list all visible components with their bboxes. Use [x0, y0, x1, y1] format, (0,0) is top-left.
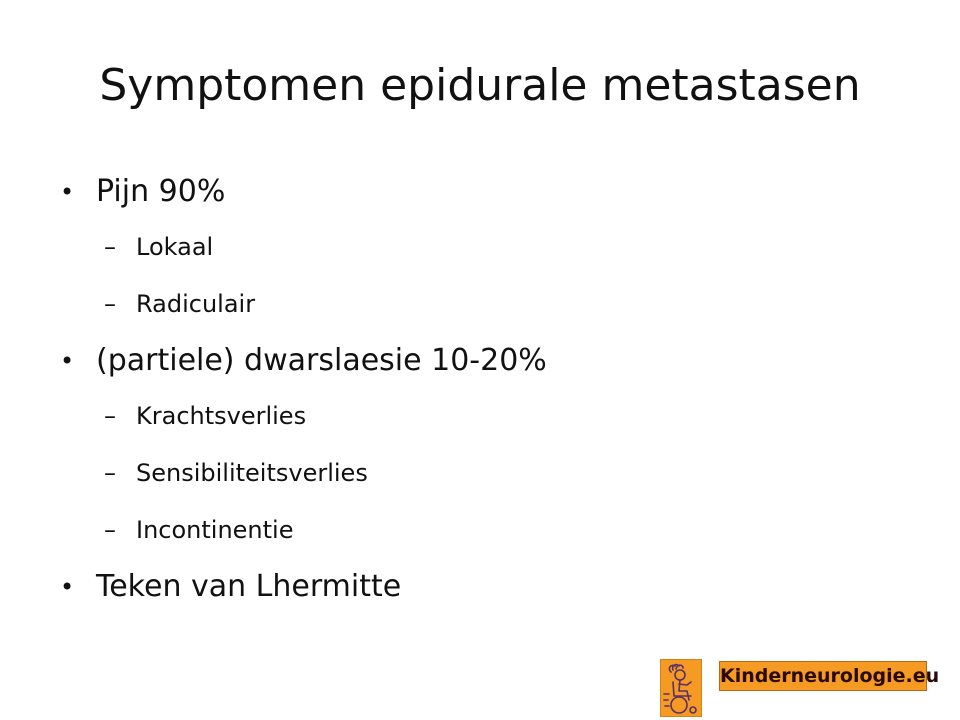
bullet-icon: •: [60, 347, 75, 375]
bullet-text: (partiele) dwarslaesie 10-20%: [96, 343, 547, 378]
sub-bullet-item: [60, 515, 900, 545]
dash-icon: –: [104, 233, 116, 261]
bullet-item: [60, 343, 900, 379]
bullet-item: [60, 569, 900, 605]
kinderneurologie-logo: [660, 659, 940, 717]
sub-bullet-item: [60, 289, 900, 319]
sub-bullet-text: Lokaal: [136, 233, 214, 261]
logo-text-box: [719, 661, 940, 691]
sub-bullet-item: [60, 232, 900, 262]
dash-icon: –: [104, 402, 116, 430]
bullet-icon: •: [60, 178, 75, 206]
logo-text: Kinderneurologie.eu: [720, 665, 940, 687]
sub-bullet-text: Sensibiliteitsverlies: [136, 459, 368, 487]
bullet-icon: •: [60, 573, 75, 601]
dash-icon: –: [104, 290, 116, 318]
sub-bullet-text: Radiculair: [136, 290, 256, 318]
slide-title: Symptomen epidurale metastasen: [99, 60, 861, 111]
wheelchair-figure-icon: [660, 659, 702, 717]
sub-bullet-text: Krachtsverlies: [136, 402, 307, 430]
bullet-text: Pijn 90%: [96, 174, 226, 209]
sub-bullet-item: [60, 458, 900, 488]
dash-icon: –: [104, 459, 116, 487]
sub-bullet-item: [60, 401, 900, 431]
bullet-text: Teken van Lhermitte: [96, 569, 402, 604]
dash-icon: –: [104, 516, 116, 544]
bullet-item: [60, 174, 900, 210]
sub-bullet-text: Incontinentie: [136, 516, 294, 544]
bullet-list: [60, 174, 900, 605]
wheelchair-figure-drawing: [661, 660, 703, 718]
